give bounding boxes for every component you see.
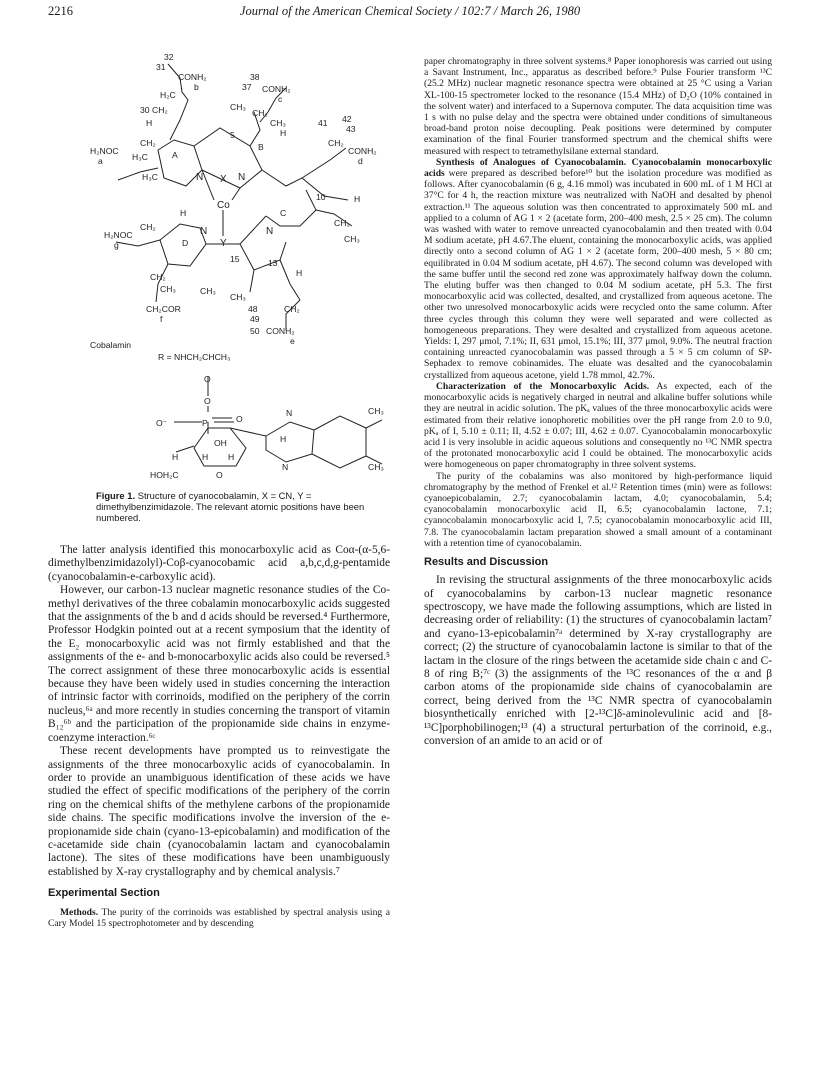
atom-label-p: P (202, 418, 208, 428)
ribose-hoh2c: HOH₂C (150, 470, 179, 480)
atom-label-38: 38 (250, 72, 260, 82)
characterization-run-in-heading: Characterization of the Monocarboxylic Acids. (436, 380, 650, 392)
atom-label-32: 32 (164, 52, 174, 62)
atom-label-31: 31 (156, 62, 166, 72)
running-header: Journal of the American Chemical Society / 102:7 / March 26, 1980 (239, 4, 581, 18)
purity-paragraph: The purity of the cobalamins was also monitored by high-performance liquid chromatography by the method of Frenkel et al.¹² Retention times (min) were as follows: cyanoepicobalamin, 2.7; cyanocobalamin lactam, 4.0; cyanocobalamin, 5.4; cyanocobalamin monocarboxylic acid II, 6.5; cyanocobalamin lactone, 7.1; cyanocobalamin monocarboxylic acid I, 7.5; cyanocobalamin monocarboxylic acid III, 7.8. The cyanocobalamin lactam preparation showed a small amount of a contaminant with a retention time of cyanocobalamin. (424, 470, 772, 549)
atom-label-48: 48 (248, 304, 258, 314)
position-label-5: 5 (230, 130, 235, 140)
left-paragraph-2: However, our carbon-13 nuclear magnetic resonance studies of the Co-methyl derivatives of the three cobalamin monocarboxylic acids suggested that the assignments of the b and d acids should be reversed.⁴ Furthermore, Professor Hodgkin pointed out at a recent symposium that the identity of the E₂ monocarboxylic acid was not firmly established and that the assignments of the e- and b-monocarboxylic acids also could be reversed.⁵ The correct assignment of these three monocarboxylic acids is essential because they have been widely used in studies concerning the interaction of intrinsic factor with corrinoids, modified on the periphery of the corrin nucleus,⁶ᵃ and more recently in studies concerning the transport of vitamin B₁₂⁶ᵇ and the participation of the propionamide side chains in enzyme-coenzyme interaction.⁶ᶜ (48, 584, 390, 744)
characterization-text: As expected, each of the monocarboxylic acids is negatively charged in neutral and alkaline buffer solutions while they are neutral in acidic solution. The pKₐ values of the three monocarboxylic acids were estimated from their relative ionophoretic mobilities over the pH range from 2.0 to 9.0, pKₐ of I, 5.10 ± 0.11; II, 4.52 ± 0.07; III, 4.62 ± 0.07. Cyanocobalamin monocarboxylic acid I is very insoluble in acidic aqueous solutions and consequently no ¹³C NMR spectra of the protonated monocarboxylic acid I could be obtained. The monocarboxylic acids were homogeneous on paper chromatography in three solvent systems. (424, 380, 772, 471)
atom-label-41: 41 (318, 118, 328, 128)
synthesis-text: were prepared as described before¹⁰ but the isolation procedure was modified as follows. After cyanocobalamin (6 g, 4.16 mmol) was incubated in 600 mL of 1 M HCl at 37°C for 4 h, the reaction mixture was neutralized with NaOH and desalted by phenol extraction.¹¹ The aqueous solution was then concentrated to approximately 500 mL and applied to a column of AG 1 × 2 (acetate form, 200–400 mesh, 2.5 × 25 cm). The column was washed with water to remove unreacted cyanocobalamin and then treated with 0.04 M sodium acetate, pH 4.67.The eluent, containing the monocarboxylic acids, was applied directly onto a second column of AG 1 × 2 (acetate form, 200–400 mesh, 5 × 80 cm; equilibrated in 0.04 M sodium acetate, pH 4.67). The second column was developed with the same buffer until the second red zone was approximately halfway down the column. The eluting buffer was then changed to 0.04 M sodium acetate, pH 5.3. The first monocarboxylic acid was collected, desalted, and crystallized from aqueous acetone. The other two unresolved monocarboxylic acids were recycled onto the same column. After three cycles through this column they were well separated and were collected as homogeneous preparations. They were desalted and crystallized from aqueous acetone. Yields: I, 297 μmol, 7.1%; II, 631 μmol, 15.1%; III, 377 μmol, 9.0%. The neutral fraction containing unreacted cyanocobalamin was passed through a 5 × 5 cm column of SP-Sephadex to remove cobinamides. The eluate was desalted and the cyanocobalamin crystallized from aqueous acetone, yield 1.78 mmol, 42.7%. (424, 168, 772, 381)
atom-label-o2: O (204, 396, 211, 406)
figure-1-structure (90, 50, 390, 484)
ribose-h2: H (202, 452, 209, 462)
benzimidazole-ch3-2: CH₃ (368, 462, 384, 472)
ligand-label-x: X (220, 174, 227, 185)
atom-label-o-minus: O⁻ (156, 418, 168, 428)
position-label-13: 13 (268, 258, 278, 268)
atom-label-n1: N (196, 172, 204, 183)
atom-label-49: 49 (250, 314, 260, 324)
atom-label-h-b: H (280, 128, 287, 138)
atom-label-ch3-d3: CH₃ (200, 286, 216, 296)
atom-label-ch2-c: CH₂ (252, 108, 268, 118)
chain-label-e: e (290, 336, 295, 346)
atom-label-42: 42 (342, 114, 352, 124)
atom-label-n2: N (238, 172, 246, 183)
atom-label-ch2-d: CH₂ (328, 138, 344, 148)
atom-label-37: 37 (242, 82, 252, 92)
atom-label-conh2-e: CONH₂ (266, 326, 295, 336)
atom-label-h2noc-a: H₂NOC (90, 146, 119, 156)
synthesis-run-in-heading: Synthesis of Analogues of Cyanocobalamin. Cyanocobalamin monocarboxylic acids (424, 156, 772, 180)
atom-label-50: 50 (250, 326, 260, 336)
atom-label-ch3-a: CH₃ (230, 102, 246, 112)
atom-label-conh2-d: CONH₂ (348, 146, 377, 156)
benzimidazole-n1: N (286, 408, 293, 418)
cobalt-label: Co (217, 200, 230, 211)
atom-label-h3c-1: H₃C (132, 152, 148, 162)
cobalamin-label: Cobalamin (90, 340, 132, 350)
atom-label-h-a: H (146, 118, 153, 128)
atom-label-ch3-d2: CH₃ (230, 292, 246, 302)
ribose-h4: H (280, 434, 287, 444)
page-number: 2216 (48, 4, 73, 18)
ribose-ring-o: O (216, 470, 223, 480)
r-group-definition: R = NHCH₂CHCH₃ (158, 352, 231, 362)
chain-label-g: g (114, 240, 119, 250)
atom-label-h2c: H₂C (160, 90, 176, 100)
caption-label: Figure 1. (96, 490, 136, 501)
right-column-body (424, 56, 772, 748)
atom-label-conh2-c: CONH₂ (262, 84, 291, 94)
chain-label-a: a (98, 156, 103, 166)
characterization-paragraph (424, 381, 772, 471)
atom-label-30: 30 (140, 105, 150, 115)
section-heading-experimental: Experimental Section (48, 887, 160, 900)
chain-label-c: c (278, 94, 283, 104)
atom-label-ch2-g: CH₂ (140, 222, 156, 232)
methods-run-in-heading: Methods. (60, 906, 99, 918)
chain-label-f: f (160, 314, 163, 324)
left-column-body (48, 544, 390, 929)
atom-label-ch3-c1: CH₃ (334, 218, 350, 228)
atom-label-ch2-f: CH₂ (150, 272, 166, 282)
synthesis-paragraph (424, 157, 772, 381)
atom-label-conh2-b: CONH₂ (178, 72, 207, 82)
right-paragraph-methods-cont: paper chromatography in three solvent systems.⁸ Paper ionophoresis was carried out using a Savant Instrument, Inc., apparatus as described before.⁹ Pulse Fourier transform ¹³C (25.2 MHz) nuclear magnetic resonance spectra were obtained at 25 °C using a Varian XL-100-15 spectrometer locked to the resonance (15.4 MHz) of D₂O (10% contained in the solvent water) and interfaced to a Supernova computer. The data acquisition time was 1 s with no pulse delay and the spectra were obtained under conditions of simultaneous broad-band proton noise decoupling. Peak positions were determined by computer examination of the final Fourier transformed spectrum and the chemical shifts were measured with respect to tetramethylsilane external standard. (424, 56, 772, 157)
ligand-label-y: Y (220, 238, 227, 249)
atom-label-43: 43 (346, 124, 356, 134)
ring-label-b: B (258, 142, 264, 152)
ring-label-a: A (172, 150, 178, 160)
left-paragraph-1: The latter analysis identified this monocarboxylic acid as Coα-(α-5,6-dimethylbenzimidazolyl)-Coβ-cyanocobamic acid a,b,c,d,g-pentamide (cyanocobalamin-e-carboxylic acid). (48, 544, 390, 583)
position-label-10: 10 (316, 192, 326, 202)
benzimidazole-n2: N (282, 462, 289, 472)
atom-label-ch3-c2: CH₃ (344, 234, 360, 244)
atom-label-o1: O (204, 374, 211, 384)
bond-lines (116, 64, 382, 468)
results-paragraph: In revising the structural assignments of the three monocarboxylic acids of cyanocobalamins by carbon-13 nuclear magnetic resonance spectroscopy, we have made the following assumptions, which are listed in decreasing order of reliability: (1) the structures of cyanocobalamin lactam⁷ and cyano-13-epicobalamin⁷ᵃ determined by X-ray crystallography are correct; (2) the structure of cyanocobalamin lactone is similar to that of the lactam in the closure of the rings between the acetamide side chain c and C-8 of ring B;⁷ᶜ (3) the assignments of the ¹³C resonances of the α and β carbon atoms of the propionamide side chains of cyanocobalamin are correct, being derived from the ¹³C NMR spectra of cyanocobalamin biosynthetically enriched with [2-¹³C]δ-aminolevulinic acid and [8-¹³C]porphobilinogen;¹³ (4) a structural perturbation of the corrinoid, e.g., conversion of an amide to an acid or of (424, 574, 772, 748)
benzimidazole-ch3-1: CH₃ (368, 406, 384, 416)
atom-label-h2noc-g: H₂NOC (104, 230, 133, 240)
left-paragraph-3: These recent developments have prompted us to reinvestigate the assignments of the three monocarboxylic acids of cyanocobalamin. In order to provide an unambiguous identification of these acids we have studied the effect of specific modifications of the periphery of the corrin ring on the chemical shifts of the methylene carbons of the propionamide side chains. The specific modifications involve the inversion of the e-propionamide side chain (cyano-13-epicobalamin) and modification of the c-acetamide side chain (cyanocobalamin lactam and cyanocobalamin lactone). The sites of these modifications have been unambiguously established by X-ray crystallography and by chemical analysis.⁷ (48, 745, 390, 878)
ribose-oh: OH (214, 438, 227, 448)
atom-label-ch2-a: CH₂ (140, 138, 156, 148)
position-label-15: 15 (230, 254, 240, 264)
ring-label-c: C (280, 208, 287, 218)
ribose-h1: H (172, 452, 179, 462)
atom-label-ch2-30: CH₂ (152, 105, 168, 115)
atom-label-ch3-b: CH₃ (270, 118, 286, 128)
atom-label-ch2cor: CH₂COR (146, 304, 181, 314)
chain-label-d: d (358, 156, 363, 166)
atom-label-ch3-d1: CH₃ (160, 284, 176, 294)
ribose-h3: H (228, 452, 235, 462)
atom-label-ch2-e: CH₂ (284, 304, 300, 314)
figure-1-caption (96, 490, 392, 523)
atom-label-h13: H (296, 268, 303, 278)
atom-label-h10: H (354, 194, 361, 204)
atom-label-o3: O (236, 414, 243, 424)
methods-text: The purity of the corrinoids was established by spectral analysis using a Cary Model 15 spectrophotometer and by descending (48, 906, 390, 929)
atom-label-h-left: H (180, 208, 187, 218)
atom-label-h3c-2: H₃C (142, 172, 158, 182)
atom-label-n3: N (200, 226, 208, 237)
caption-text: Structure of cyanocobalamin, X = CN, Y = dimethylbenzimidazole. The relevant atomic positions have been numbered. (96, 490, 365, 523)
atom-label-n4: N (266, 226, 274, 237)
section-heading-results: Results and Discussion (424, 555, 549, 568)
chain-label-b: b (194, 82, 199, 92)
ring-label-d: D (182, 238, 189, 248)
methods-paragraph (48, 907, 390, 929)
